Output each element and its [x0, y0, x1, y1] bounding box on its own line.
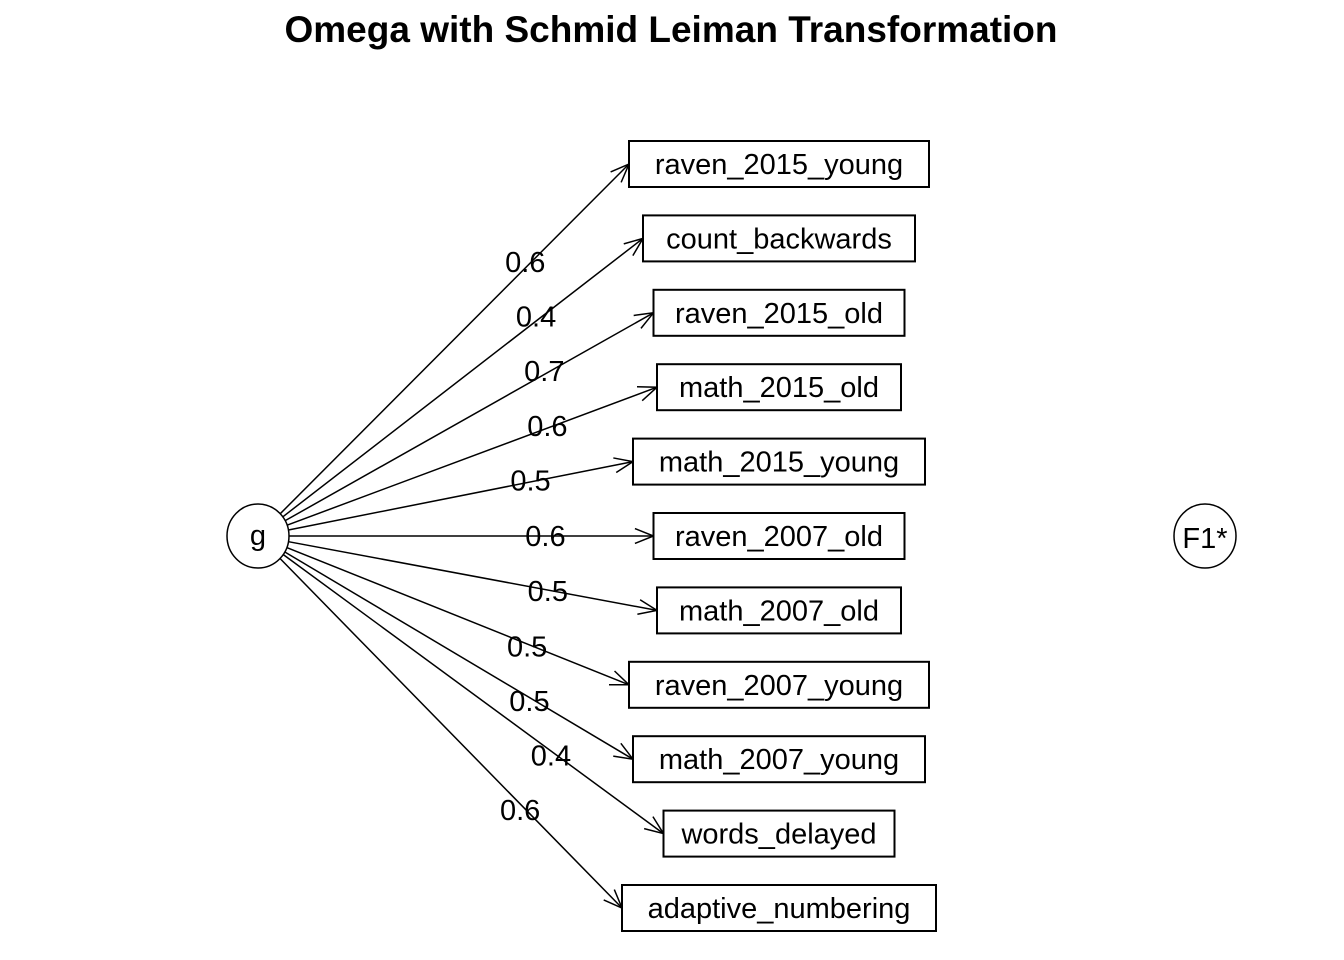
indicator-label: math_2015_young — [658, 446, 900, 479]
loading-label: 0.5 — [507, 631, 548, 664]
indicator-label: raven_2015_old — [674, 297, 884, 330]
indicator-node — [622, 885, 936, 931]
loading-edge — [283, 554, 664, 833]
indicator-node — [657, 587, 901, 633]
indicator-node — [654, 513, 905, 559]
loading-edge — [283, 238, 643, 517]
indicator-label: math_2007_young — [658, 744, 900, 777]
indicator-label: math_2015_old — [679, 372, 879, 405]
loading-label: 0.7 — [524, 356, 565, 389]
loading-edge — [285, 552, 633, 759]
loading-label: 0.4 — [530, 740, 572, 773]
loading-edges — [280, 164, 664, 908]
loading-label: 0.6 — [499, 795, 541, 828]
loading-label: 0.5 — [509, 686, 550, 719]
loading-edge — [280, 558, 622, 908]
loading-label: 0.5 — [527, 576, 568, 609]
loading-label: 0.5 — [510, 465, 551, 498]
indicator-label: adaptive_numbering — [647, 893, 911, 925]
general-factor-label: g — [249, 520, 267, 552]
diagram-title: Omega with Schmid Leiman Transformation — [284, 9, 1058, 50]
general-factor-node — [227, 504, 289, 568]
indicator-label: words_delayed — [681, 818, 877, 851]
indicator-node — [633, 736, 925, 782]
indicator-label: count_backwards — [666, 223, 892, 256]
indicator-label: math_2007_old — [679, 595, 879, 628]
indicator-node — [629, 141, 929, 187]
loading-label: 0.6 — [527, 410, 568, 443]
loading-label: 0.4 — [515, 301, 557, 334]
loading-labels — [500, 247, 571, 827]
group-factor-node — [1174, 504, 1236, 568]
indicator-boxes — [622, 141, 936, 931]
indicator-node — [657, 364, 901, 410]
indicator-node — [654, 290, 905, 336]
loading-edge — [280, 164, 629, 514]
loading-edge — [288, 542, 657, 611]
indicator-label: raven_2007_young — [654, 669, 904, 702]
indicator-label: raven_2015_young — [654, 149, 904, 181]
indicator-node — [629, 662, 929, 708]
indicator-label: raven_2007_old — [674, 521, 884, 553]
indicator-node — [664, 811, 895, 857]
indicator-node — [643, 215, 915, 261]
loading-label: 0.6 — [505, 247, 546, 280]
loading-label: 0.6 — [525, 521, 566, 553]
loading-edge — [287, 548, 629, 685]
loading-edge — [287, 387, 657, 525]
indicator-node — [633, 439, 925, 485]
group-factor-label: F1* — [1182, 523, 1228, 555]
loading-edge — [285, 313, 654, 521]
